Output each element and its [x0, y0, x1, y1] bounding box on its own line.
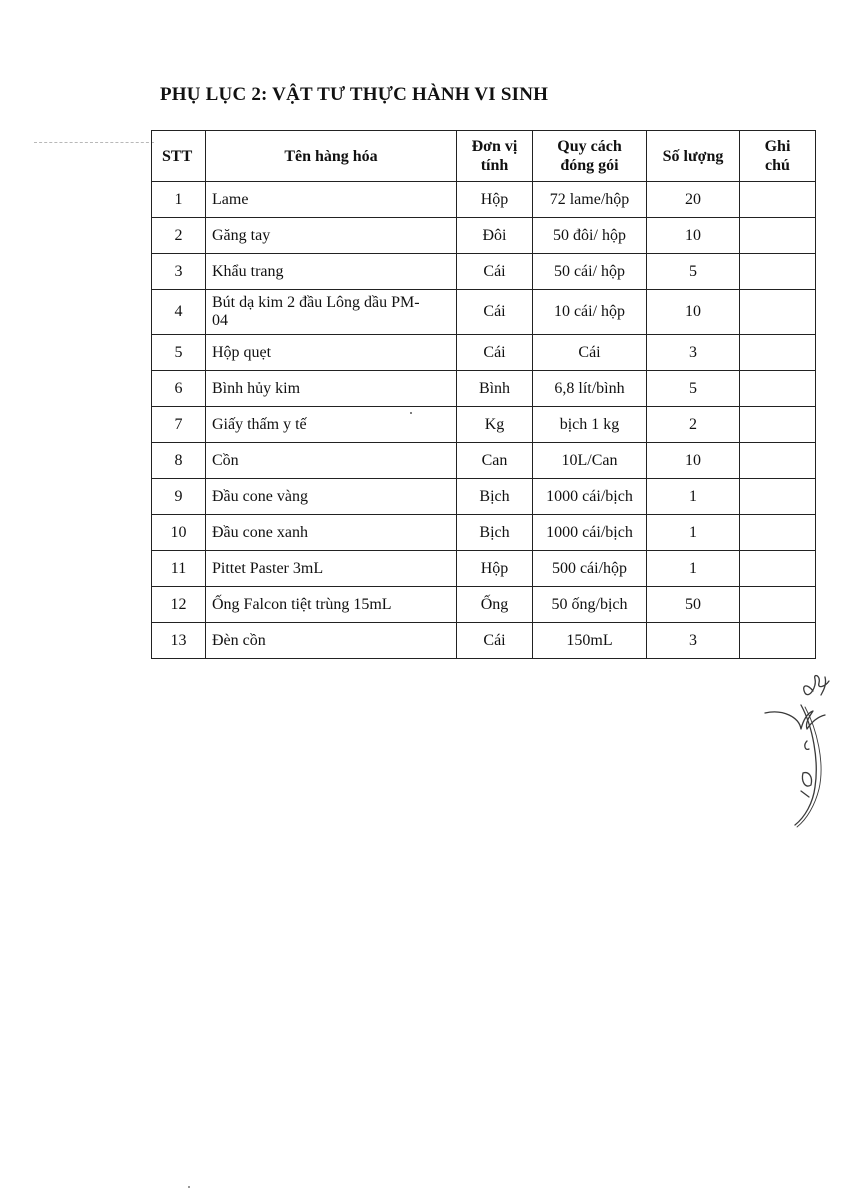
cell-pack: 10L/Can — [533, 443, 647, 479]
cell-unit: Bình — [457, 371, 533, 407]
table-body — [152, 182, 816, 659]
cell-note — [740, 182, 816, 218]
cell-pack: 50 đôi/ hộp — [533, 218, 647, 254]
table-row — [152, 254, 816, 290]
table-row — [152, 218, 816, 254]
cell-note — [740, 407, 816, 443]
header-stt: STT — [152, 131, 206, 182]
table-row — [152, 335, 816, 371]
cell-qty: 3 — [647, 623, 740, 659]
cell-stt: 2 — [152, 218, 206, 254]
cell-stt: 3 — [152, 254, 206, 290]
table-row — [152, 407, 816, 443]
cell-pack: 1000 cái/bịch — [533, 479, 647, 515]
scan-artifact-line — [34, 142, 154, 143]
cell-pack: 150mL — [533, 623, 647, 659]
cell-qty: 5 — [647, 254, 740, 290]
cell-note — [740, 587, 816, 623]
table-row — [152, 371, 816, 407]
cell-unit: Ống — [457, 587, 533, 623]
header-unit-line2: tính — [480, 157, 509, 174]
cell-qty: 10 — [647, 443, 740, 479]
header-unit — [457, 131, 533, 182]
header-pack-line2: đóng gói — [560, 157, 619, 174]
header-qty: Số lượng — [647, 131, 740, 182]
cell-pack: 50 cái/ hộp — [533, 254, 647, 290]
cell-name: Ống Falcon tiệt trùng 15mL — [206, 587, 457, 623]
cell-name: Khẩu trang — [206, 254, 457, 290]
cell-stt: 13 — [152, 623, 206, 659]
cell-note — [740, 371, 816, 407]
cell-stt: 8 — [152, 443, 206, 479]
cell-note — [740, 335, 816, 371]
cell-name: Đèn cồn — [206, 623, 457, 659]
table-row — [152, 515, 816, 551]
cell-name: Lame — [206, 182, 457, 218]
cell-pack: 6,8 lít/bình — [533, 371, 647, 407]
cell-unit: Bịch — [457, 479, 533, 515]
cell-unit: Bịch — [457, 515, 533, 551]
cell-name-line1: Bút dạ kim 2 đầu Lông dầu PM- — [212, 294, 420, 311]
cell-name: Giấy thấm y tế — [206, 407, 457, 443]
cell-name: Cồn — [206, 443, 457, 479]
cell-qty: 1 — [647, 515, 740, 551]
cell-pack: 1000 cái/bịch — [533, 515, 647, 551]
cell-unit: Can — [457, 443, 533, 479]
cell-qty: 50 — [647, 587, 740, 623]
handwritten-signature-icon — [755, 665, 835, 830]
cell-unit: Kg — [457, 407, 533, 443]
cell-pack: Cái — [533, 335, 647, 371]
header-note-line1: Ghi — [764, 138, 791, 155]
cell-unit: Cái — [457, 290, 533, 335]
cell-stt: 10 — [152, 515, 206, 551]
cell-qty: 1 — [647, 479, 740, 515]
header-note — [740, 131, 816, 182]
cell-name — [206, 290, 457, 335]
cell-name: Bình hủy kim — [206, 371, 457, 407]
cell-unit: Cái — [457, 335, 533, 371]
table-row — [152, 587, 816, 623]
cell-unit: Đôi — [457, 218, 533, 254]
cell-qty: 5 — [647, 371, 740, 407]
cell-unit: Cái — [457, 254, 533, 290]
cell-name-line2: 04 — [212, 312, 228, 329]
cell-note — [740, 623, 816, 659]
cell-stt: 11 — [152, 551, 206, 587]
cell-stt: 12 — [152, 587, 206, 623]
cell-pack: 10 cái/ hộp — [533, 290, 647, 335]
cell-pack: 500 cái/hộp — [533, 551, 647, 587]
cell-note — [740, 479, 816, 515]
table-header — [152, 131, 816, 182]
header-row — [152, 131, 816, 182]
cell-qty: 3 — [647, 335, 740, 371]
cell-note — [740, 218, 816, 254]
cell-stt: 1 — [152, 182, 206, 218]
scan-speck — [188, 1186, 190, 1188]
cell-stt: 6 — [152, 371, 206, 407]
header-pack — [533, 131, 647, 182]
cell-unit: Hộp — [457, 551, 533, 587]
table-row — [152, 290, 816, 335]
cell-stt: 4 — [152, 290, 206, 335]
cell-note — [740, 515, 816, 551]
cell-note — [740, 443, 816, 479]
cell-name: Găng tay — [206, 218, 457, 254]
cell-name: Hộp quẹt — [206, 335, 457, 371]
scan-speck — [410, 412, 412, 414]
header-note-line2: chú — [765, 157, 790, 174]
cell-unit: Cái — [457, 623, 533, 659]
cell-stt: 7 — [152, 407, 206, 443]
cell-note — [740, 290, 816, 335]
header-name: Tên hàng hóa — [206, 131, 457, 182]
cell-name: Đầu cone vàng — [206, 479, 457, 515]
cell-stt: 9 — [152, 479, 206, 515]
table-row — [152, 479, 816, 515]
cell-qty: 1 — [647, 551, 740, 587]
cell-note — [740, 254, 816, 290]
cell-note — [740, 551, 816, 587]
cell-qty: 20 — [647, 182, 740, 218]
table-row — [152, 443, 816, 479]
cell-pack: 50 ống/bịch — [533, 587, 647, 623]
cell-name: Pittet Paster 3mL — [206, 551, 457, 587]
cell-pack: 72 lame/hộp — [533, 182, 647, 218]
table-row — [152, 182, 816, 218]
header-pack-line1: Quy cách — [557, 138, 622, 155]
table-row — [152, 551, 816, 587]
supplies-table — [151, 130, 816, 659]
cell-name: Đầu cone xanh — [206, 515, 457, 551]
header-unit-line1: Đơn vị — [471, 138, 518, 155]
page-title: PHỤ LỤC 2: VẬT TƯ THỰC HÀNH VI SINH — [160, 84, 549, 105]
cell-qty: 10 — [647, 218, 740, 254]
cell-unit: Hộp — [457, 182, 533, 218]
cell-pack: bịch 1 kg — [533, 407, 647, 443]
table-row — [152, 623, 816, 659]
cell-qty: 2 — [647, 407, 740, 443]
cell-stt: 5 — [152, 335, 206, 371]
cell-qty: 10 — [647, 290, 740, 335]
